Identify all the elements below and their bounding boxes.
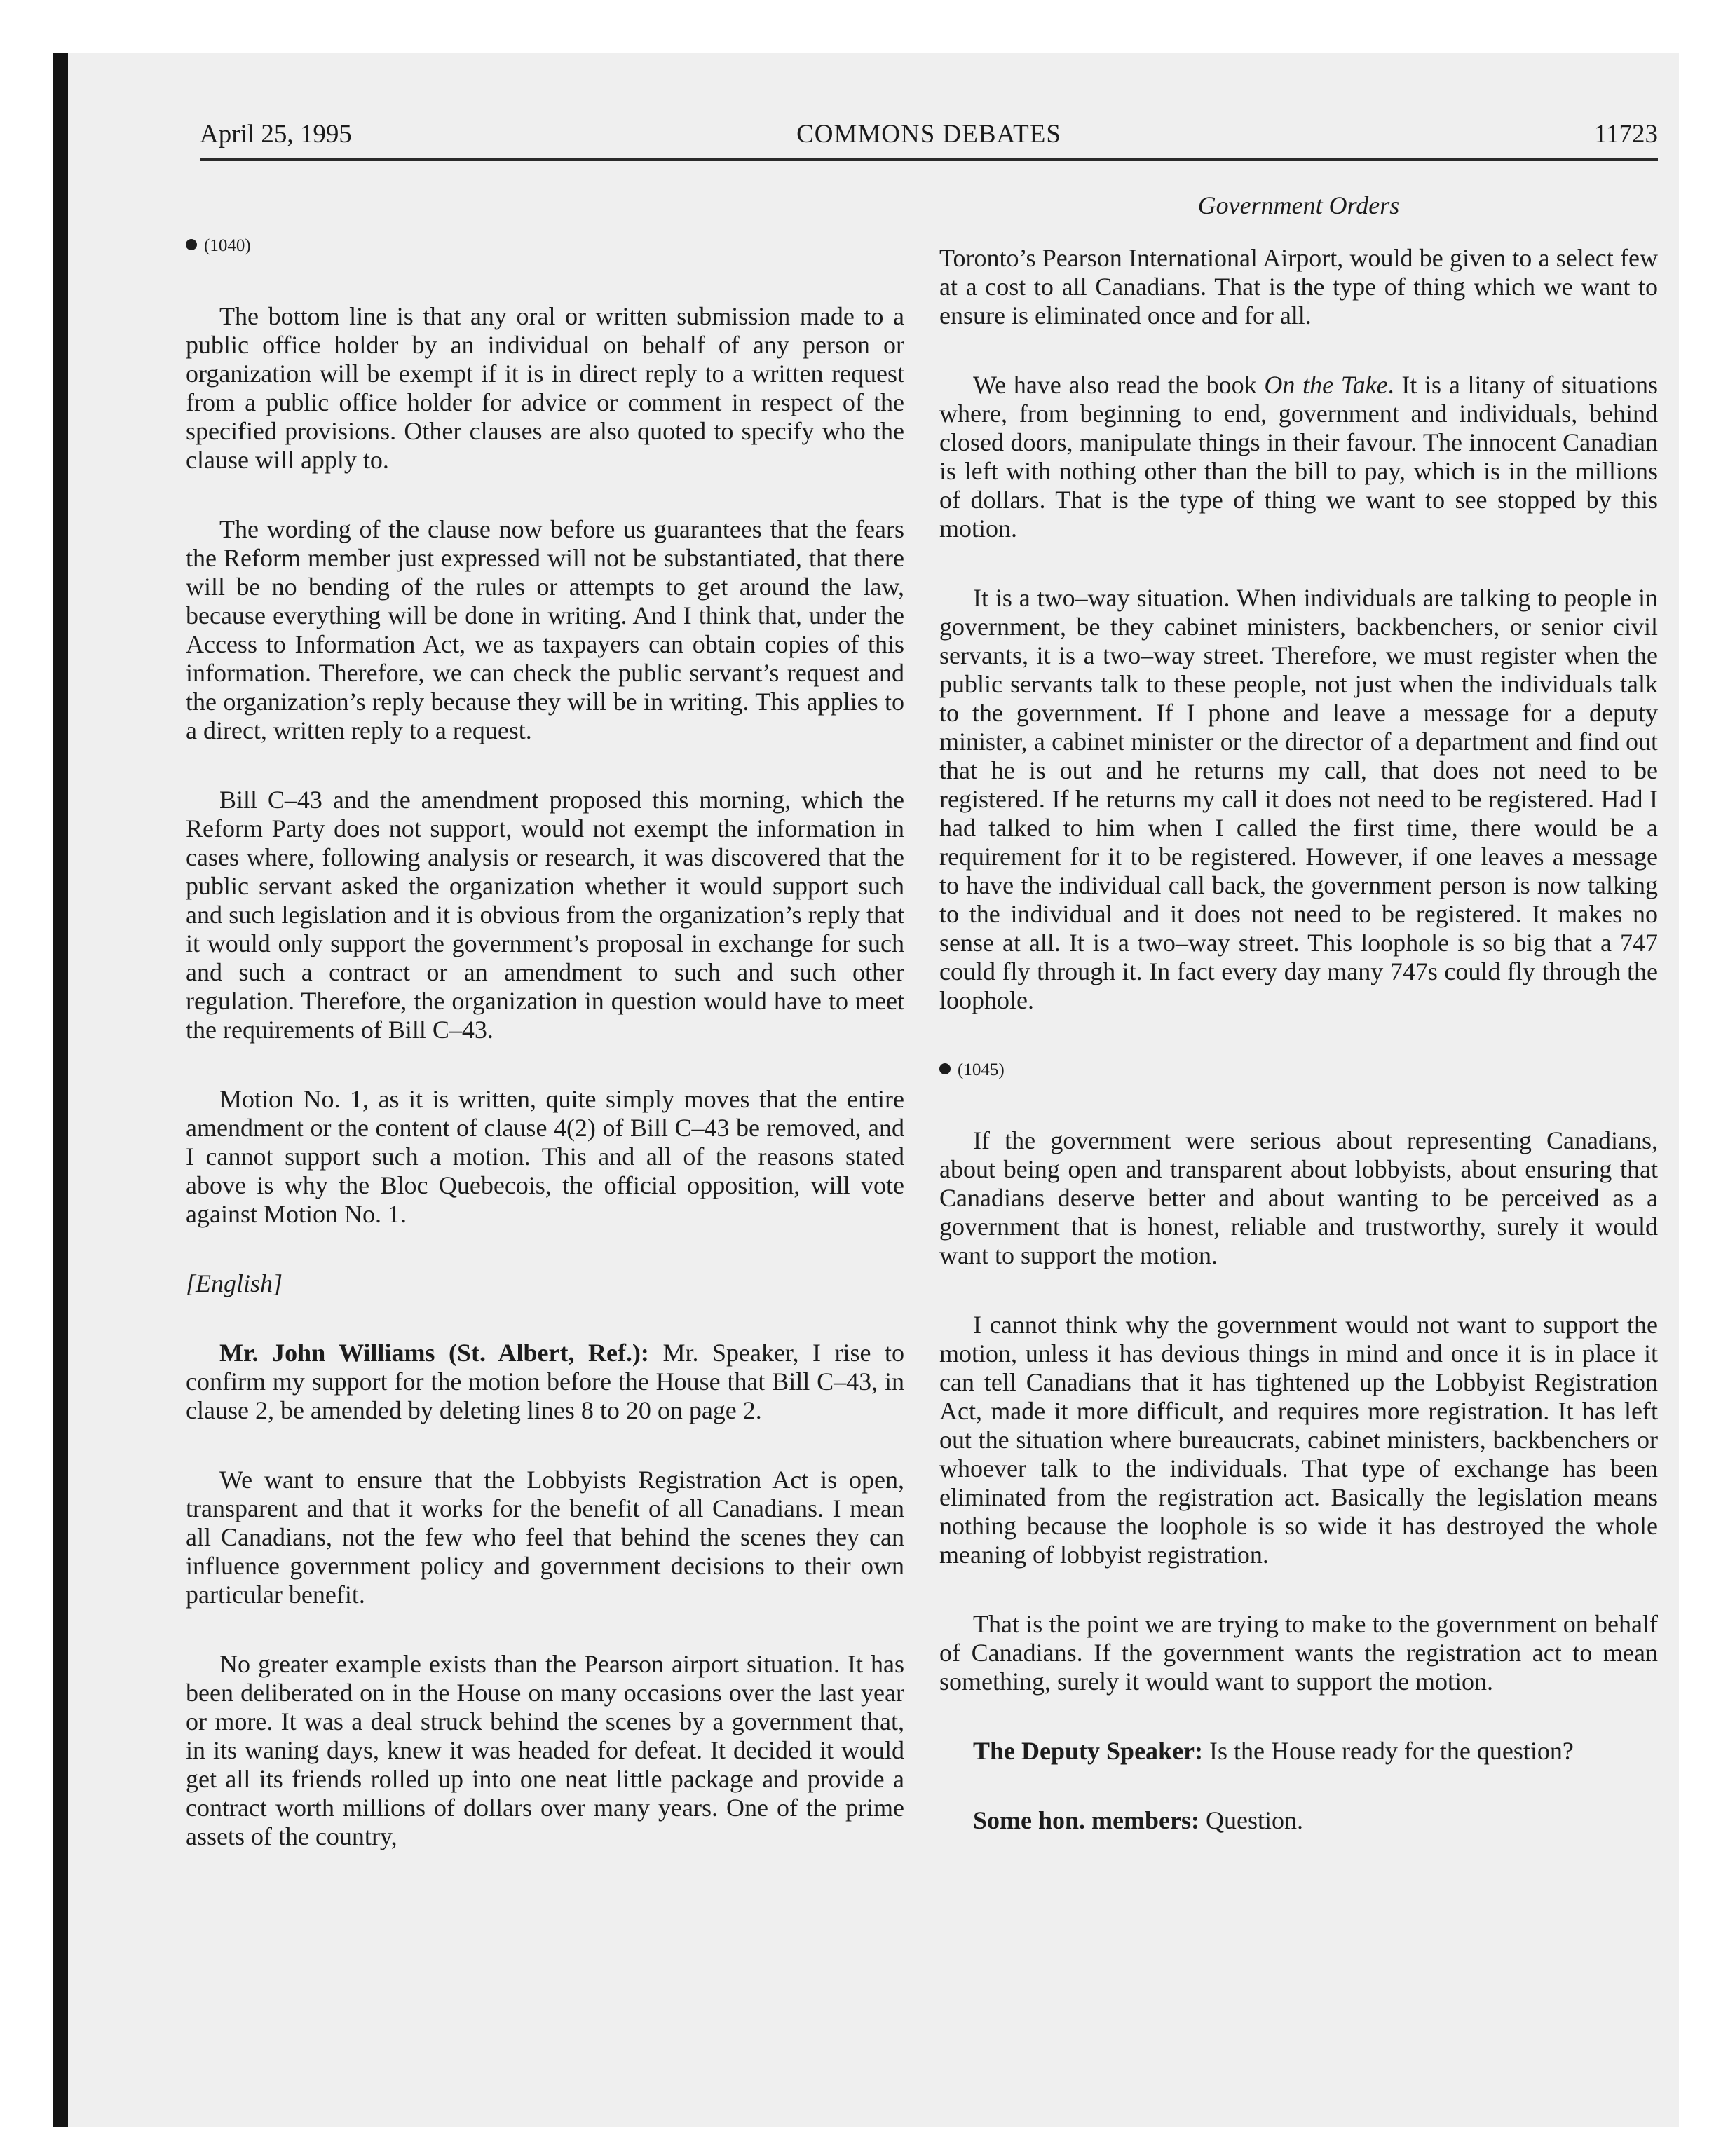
language-note: [English] [186, 1269, 283, 1297]
scan-binding-edge [53, 53, 68, 2127]
book-title: On the Take [1264, 371, 1388, 399]
paragraph: It is a two–way situation. When individuals are talking to people in government, be they cabinet ministers, backbenchers, or senior civil servants, it is a two–way street. Therefore, we must register when the public servants talk to these people, not just when the individuals talk to the government. If I phone and leave a message for a deputy minister, a cabinet minister or the director of a department and find out that he is out and he returns my call, that does not need to be registered. If he returns my call it does not need to be registered. Had I had talked to him when I called the first time, there would be a requirement for it to be registered. However, if one leaves a message to have the individual call back, the government person is now talking to the individual and it does not need to be registered. It makes no sense at all. It is a two–way street. This loophole is so big that a 747 could fly through it. In fact every day many 747s could fly through the loophole. [939, 584, 1658, 1014]
paragraph: If the government were serious about representing Canadians, about being open and transparent about lobbyists, about ensuring that Canadians deserve better and about wanting to be perceived as a government that is honest, reliable and trustworthy, surely it would want to support the motion. [939, 1126, 1658, 1269]
paragraph: Motion No. 1, as it is written, quite simply moves that the entire amendment or the content of clause 4(2) of Bill C–43 be removed, and I cannot support such a motion. This and all of the reasons stated above is why the Bloc Quebecois, the official opposition, will vote against Motion No. 1. [186, 1085, 904, 1228]
paragraph: The bottom line is that any oral or written submission made to a public office holder by an individual on behalf of any person or organization will be exempt if it is in direct reply to a written request from a public office holder for advice or comment in respect of the specified provisions. Other clauses are also quoted to specify who the clause will apply to. [186, 302, 904, 474]
speech-paragraph [939, 1737, 1658, 1766]
section-title: Government Orders [1197, 191, 1400, 219]
right-column [939, 244, 1658, 1876]
speaker-name: Mr. John Williams (St. Albert, Ref.): [219, 1339, 649, 1367]
paragraph-text: . It is a litany of situations where, from beginning to end, government and individuals, behind closed doors, manipulate things in their favour. The innocent Canadian is left with nothing other than the bill to pay, which is in the millions of dollars. That is the type of thing we want to see stopped by this motion. [939, 371, 1659, 543]
speech-text: Question. [1199, 1806, 1303, 1834]
paragraph-text: We have also read the book [973, 371, 1265, 399]
paragraph: Toronto’s Pearson International Airport, would be given to a select few at a cost to all Canadians. That is the type of thing which we want to ensure is eliminated once and for all. [939, 244, 1658, 329]
paragraph: That is the point we are trying to make to the government on behalf of Canadians. If the government wants the registration act to mean something, surely it would want to support the motion. [939, 1610, 1658, 1696]
time-marker [186, 231, 904, 260]
paragraph [939, 371, 1658, 543]
header-date: April 25, 1995 [200, 120, 352, 149]
speech-paragraph [186, 1339, 904, 1425]
bullet-icon [939, 1063, 951, 1074]
paragraph: Bill C–43 and the amendment proposed this morning, which the Reform Party does not support, would not exempt the information in cases where, following analysis or research, it was discovered that the public servant asked the organization whether it would support such and such legislation and it is obvious from the organization’s reply that it would only support the government’s proposal in exchange for such and such a contract or an amendment to such and such other regulation. Therefore, the organization in question would have to meet the requirements of Bill C–43. [186, 786, 904, 1044]
paragraph: I cannot think why the government would not want to support the motion, unless it has devious things in mind and once it is in place it can tell Canadians that it has tightened up the Lobbyist Registration Act, made it more difficult, and requires more registration. It has left out the situation where bureaucrats, cabinet ministers, backbenchers or whoever talk to the individuals. That type of exchange has been eliminated from the registration act. Basically the legislation means nothing because the loophole is so wide it has destroyed the whole meaning of lobbyist registration. [939, 1311, 1658, 1569]
header-title: COMMONS DEBATES [796, 120, 1061, 149]
bullet-icon [186, 239, 197, 250]
header-page-number: 11723 [1593, 120, 1658, 149]
speech-text: Is the House ready for the question? [1203, 1737, 1574, 1765]
time-marker-text: (1040) [204, 236, 251, 255]
left-column [186, 231, 904, 1892]
running-header [200, 119, 1658, 161]
paragraph: The wording of the clause now before us guarantees that the fears the Reform member just expressed will not be substantiated, that there will be no bending of the rules or attempts to get around the law, because everything will be done in writing. And I think that, under the Access to Information Act, we as taxpayers can obtain copies of this information. Therefore, we can check the public servant’s request and the organization’s reply because they will be in writing. This applies to a direct, written reply to a request. [186, 515, 904, 744]
speech-text: Mr. Speaker, I rise to confirm my support for the motion before the House that Bill C–43, in clause 2, be amended by deleting lines 8 to 20 on page 2. [186, 1339, 905, 1424]
paragraph: No greater example exists than the Pearson airport situation. It has been deliberated on in the House on many occasions over the last year or more. It was a deal struck behind the scenes by a government that, in its waning days, knew it was headed for defeat. It decided it would get all its friends rolled up into one neat little package and provide a contract worth millions of dollars over many years. One of the prime assets of the country, [186, 1650, 904, 1850]
speaker-name: Some hon. members: [973, 1806, 1199, 1834]
speech-paragraph [939, 1806, 1658, 1835]
time-marker-text: (1045) [958, 1060, 1005, 1079]
speaker-name: The Deputy Speaker: [973, 1737, 1204, 1765]
paragraph: We want to ensure that the Lobbyists Registration Act is open, transparent and that it works for the benefit of all Canadians. I mean all Canadians, not the few who feel that behind the scenes they can influence government policy and government decisions to their own particular benefit. [186, 1466, 904, 1609]
time-marker [939, 1056, 1658, 1084]
